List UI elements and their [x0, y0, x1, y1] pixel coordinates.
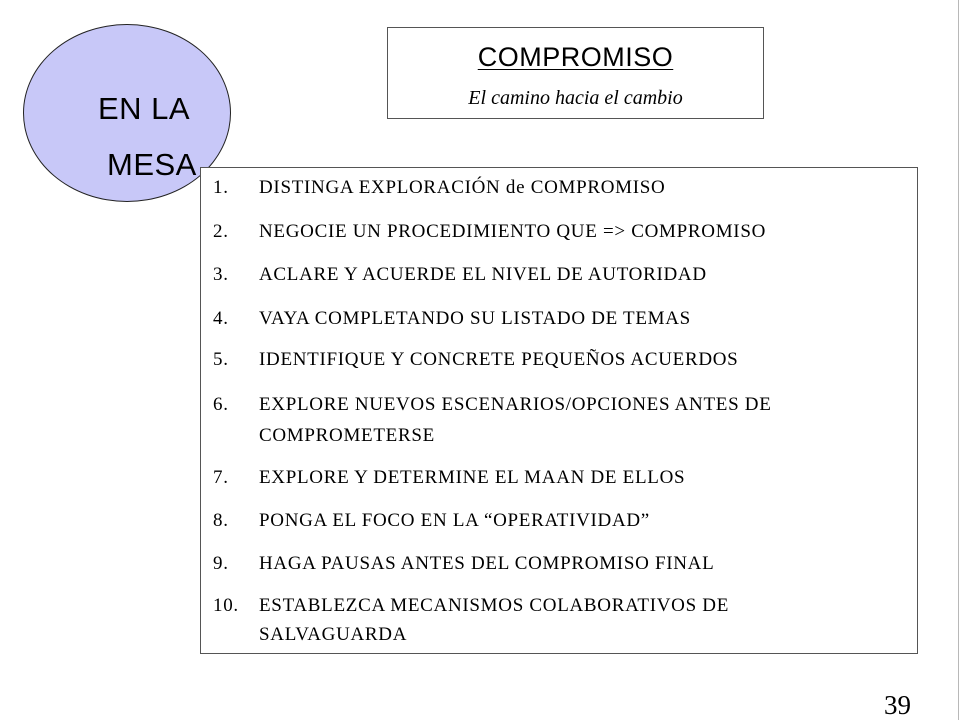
- list-item-text: DISTINGA EXPLORACIÓN de COMPROMISO: [259, 177, 666, 198]
- list-item-number: 10.: [213, 595, 239, 616]
- list-item-text: SALVAGUARDA: [259, 624, 408, 645]
- list-item-text: ACLARE Y ACUERDE EL NIVEL DE AUTORIDAD: [259, 264, 707, 285]
- list-item-text: PONGA EL FOCO EN LA “OPERATIVIDAD”: [259, 510, 650, 531]
- list-item-number: 3.: [213, 264, 229, 285]
- list-item-number: 5.: [213, 349, 229, 370]
- badge-line-1: EN LA: [98, 91, 191, 126]
- list-item-number: 9.: [213, 553, 229, 574]
- list-item-text: COMPROMETERSE: [259, 425, 435, 446]
- list-item-number: 6.: [213, 394, 229, 415]
- list-item-text: NEGOCIE UN PROCEDIMIENTO QUE => COMPROMISO: [259, 221, 767, 242]
- list-item-number: 2.: [213, 221, 229, 242]
- list-item-number: 1.: [213, 177, 229, 198]
- list-item-number: 7.: [213, 467, 229, 488]
- slide-edge-divider: [958, 0, 959, 720]
- list-item-text: EXPLORE Y DETERMINE EL MAAN DE ELLOS: [259, 467, 686, 488]
- list-item-text: VAYA COMPLETANDO SU LISTADO DE TEMAS: [259, 308, 691, 329]
- slide-subtitle: El camino hacia el cambio: [468, 87, 683, 109]
- list-item-number: 4.: [213, 308, 229, 329]
- slide-title: COMPROMISO: [477, 42, 674, 72]
- list-item-text: ESTABLEZCA MECANISMOS COLABORATIVOS DE: [259, 595, 730, 616]
- list-item-text: IDENTIFIQUE Y CONCRETE PEQUEÑOS ACUERDOS: [259, 349, 739, 370]
- list-item-number: 8.: [213, 510, 229, 531]
- steps-list: [200, 167, 918, 654]
- list-item-text: HAGA PAUSAS ANTES DEL COMPROMISO FINAL: [259, 553, 715, 574]
- list-item-text: EXPLORE NUEVOS ESCENARIOS/OPCIONES ANTES DE: [259, 394, 772, 415]
- badge-line-2: MESA: [107, 147, 197, 182]
- title-panel: [387, 27, 764, 119]
- page-number: 39: [884, 690, 911, 720]
